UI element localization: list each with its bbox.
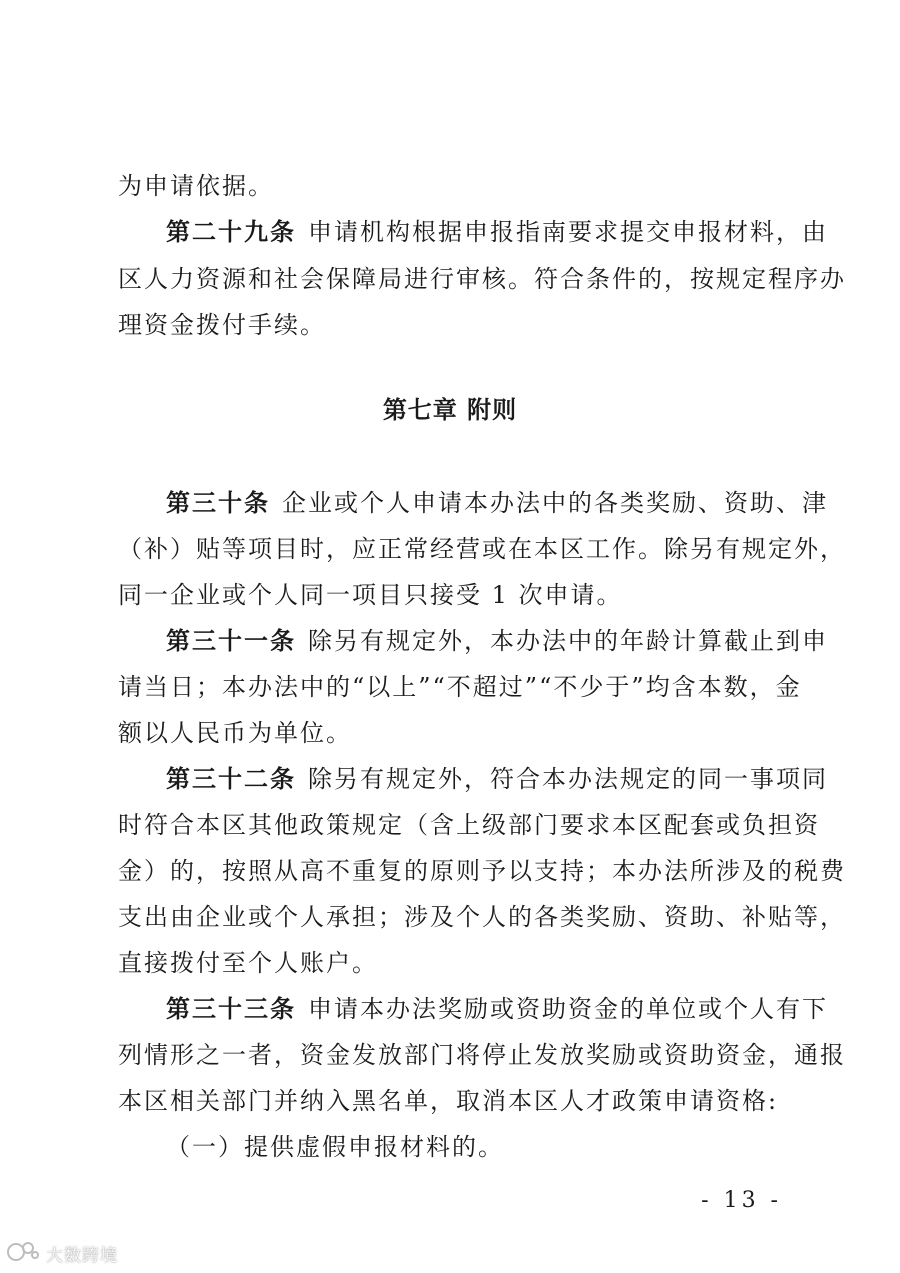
continuation-text: 为申请依据。 — [118, 172, 274, 200]
article-29-line-3: 理资金拨付手续。 — [118, 311, 326, 339]
article-32-line-2: 时符合本区其他政策规定（含上级部门要求本区配套或负担资 — [118, 811, 820, 839]
article-32-label: 第三十二条 — [166, 765, 296, 793]
article-33-line-2: 列情形之一者，资金发放部门将停止发放奖励或资助资金，通报 — [118, 1041, 846, 1069]
article-29-text: 申请机构根据申报指南要求提交申报材料，由 — [308, 218, 828, 246]
article-30-label: 第三十条 — [166, 489, 270, 517]
article-33-label: 第三十三条 — [166, 995, 296, 1023]
article-31-label: 第三十一条 — [166, 627, 296, 655]
article-32-line-3: 金）的，按照从高不重复的原则予以支持；本办法所涉及的税费 — [118, 857, 846, 885]
article-32-line-4: 支出由企业或个人承担；涉及个人的各类奖励、资助、补贴等， — [118, 903, 846, 931]
article-33-line-3: 本区相关部门并纳入黑名单，取消本区人才政策申请资格: — [118, 1087, 779, 1115]
article-29-line-1 — [166, 218, 828, 246]
article-32-line-5: 直接拨付至个人账户。 — [118, 949, 378, 977]
watermark-text: 大数跨境 — [46, 1245, 118, 1266]
article-32-text: 除另有规定外，符合本办法规定的同一事项同 — [308, 765, 828, 793]
article-30-line-3: 同一企业或个人同一项目只接受 1 次申请。 — [118, 581, 623, 609]
article-31-line-1 — [166, 627, 828, 655]
article-29-line-2: 区人力资源和社会保障局进行审核。符合条件的，按规定程序办 — [118, 265, 846, 293]
article-33-text: 申请本办法奖励或资助资金的单位或个人有下 — [308, 995, 828, 1023]
article-30-line-1 — [166, 489, 828, 517]
article-31-line-3: 额以人民币为单位。 — [118, 719, 352, 747]
brand-logo-icon — [6, 1240, 40, 1266]
article-31-line-2: 请当日；本办法中的“以上”“不超过”“不少于”均含本数，金 — [118, 673, 802, 701]
article-33-line-1 — [166, 995, 828, 1023]
article-29-label: 第二十九条 — [166, 218, 296, 246]
article-33-item-1: （一）提供虚假申报材料的。 — [166, 1133, 504, 1161]
article-30-text: 企业或个人申请本办法中的各类奖励、资助、津 — [282, 489, 828, 517]
article-31-text: 除另有规定外，本办法中的年龄计算截止到申 — [308, 627, 828, 655]
page-number: - 13 - — [701, 1188, 782, 1213]
article-30-line-2: （补）贴等项目时，应正常经营或在本区工作。除另有规定外， — [118, 535, 846, 563]
chapter-heading: 第七章 附则 — [382, 396, 518, 424]
watermark — [6, 1240, 118, 1266]
article-32-line-1 — [166, 765, 828, 793]
